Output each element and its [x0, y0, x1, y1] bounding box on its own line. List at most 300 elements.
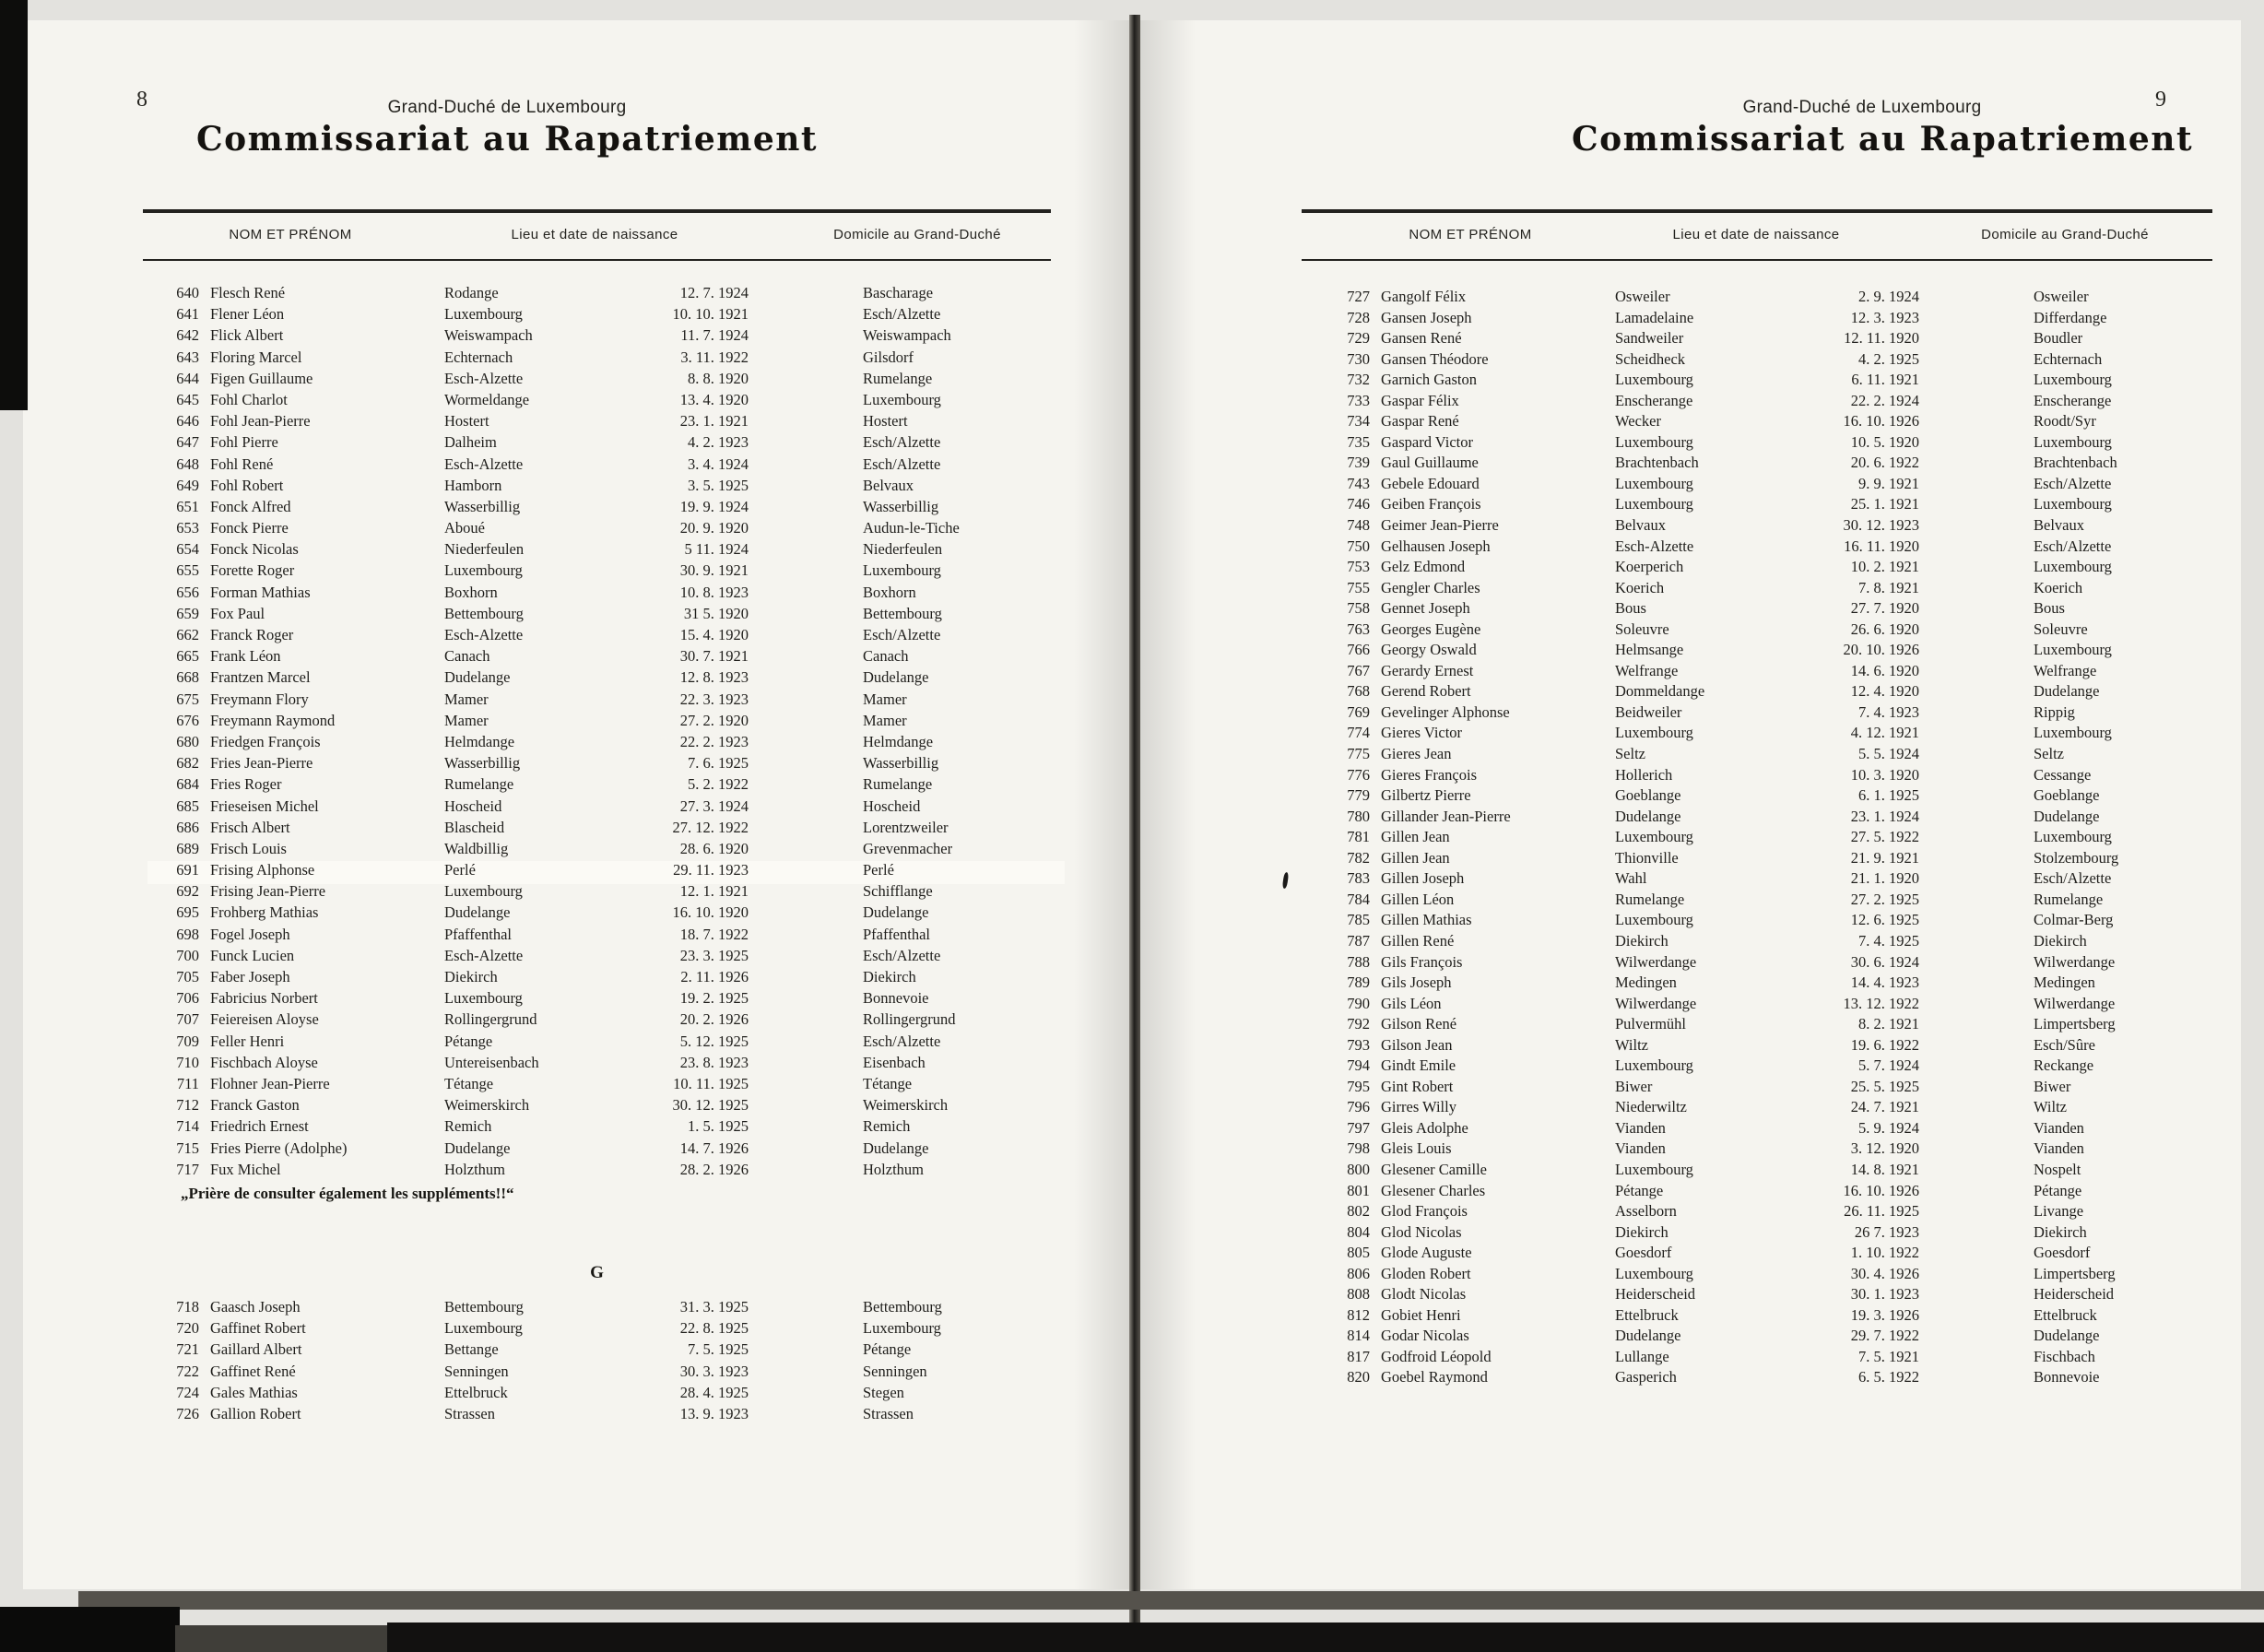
cell-num: 753	[1347, 558, 1370, 576]
cell-dom: Pétange	[2034, 1181, 2082, 1199]
cell-date: 18. 7. 1922	[679, 925, 749, 943]
table-row	[1326, 1161, 2229, 1182]
table-row	[1326, 371, 2229, 392]
cell-place: Helmdange	[444, 732, 515, 750]
cell-date: 25. 5. 1925	[1850, 1077, 1919, 1095]
cell-num: 644	[176, 369, 199, 387]
cell-place: Luxembourg	[1615, 1160, 1693, 1178]
cell-name: Glesener Camille	[1381, 1160, 1488, 1178]
table-row	[1326, 599, 2229, 620]
cell-num: 797	[1347, 1118, 1370, 1137]
cell-num: 680	[176, 732, 199, 750]
cell-name: Faber Joseph	[210, 968, 290, 985]
cell-name: Gaillard Albert	[210, 1340, 302, 1359]
table-row	[1326, 766, 2229, 787]
cell-place: Helmsange	[1615, 641, 1684, 659]
table-row	[1326, 932, 2229, 953]
cell-name: Frieseisen Michel	[210, 796, 319, 815]
table-row	[1326, 1327, 2229, 1348]
cell-num: 722	[176, 1362, 199, 1380]
cell-date: 12. 7. 1924	[679, 284, 749, 301]
cell-name: Garnich Gaston	[1381, 371, 1478, 389]
cell-name: Feller Henri	[210, 1032, 285, 1050]
cell-date: 7. 4. 1925	[1858, 931, 1919, 950]
table-row	[155, 647, 1067, 668]
cell-dom: Gilsdorf	[863, 348, 914, 366]
page-title-right: Commissariat au Rapatriement	[1572, 120, 2194, 159]
cell-name: Fux Michel	[210, 1160, 281, 1178]
cell-dom: Goesdorf	[2034, 1244, 2091, 1262]
cell-dom: Enscherange	[2034, 391, 2112, 409]
cell-place: Strassen	[444, 1404, 495, 1422]
cell-name: Gieres Victor	[1381, 724, 1463, 742]
cell-dom: Grevenmacher	[863, 839, 953, 857]
cell-num: 758	[1347, 599, 1370, 618]
cell-date: 5. 9. 1924	[1858, 1118, 1919, 1137]
cell-date: 27. 3. 1924	[679, 796, 749, 815]
table-body-right	[1326, 288, 2229, 1389]
table-row	[155, 1010, 1067, 1032]
cell-num: 780	[1347, 807, 1370, 825]
cell-place: Goesdorf	[1615, 1244, 1672, 1262]
cell-date: 10. 5. 1920	[1850, 432, 1919, 451]
cell-dom: Bettembourg	[863, 1298, 942, 1316]
cell-num: 776	[1347, 765, 1370, 784]
table-row	[1326, 1119, 2229, 1140]
cell-dom: Weiswampach	[863, 326, 951, 345]
cell-dom: Dudelange	[863, 1139, 929, 1157]
table-row	[1326, 392, 2229, 413]
cell-place: Dudelange	[1615, 1327, 1681, 1345]
cell-name: Fohl Jean-Pierre	[210, 412, 311, 431]
cell-num: 734	[1347, 412, 1370, 431]
table-row	[1326, 454, 2229, 475]
cell-name: Glesener Charles	[1381, 1181, 1486, 1199]
cell-name: Fabricius Norbert	[210, 989, 318, 1008]
cell-name: Gloden Robert	[1381, 1264, 1471, 1282]
cell-dom: Dudelange	[2034, 682, 2100, 701]
cell-num: 727	[1347, 288, 1370, 305]
cell-dom: Belvaux	[2034, 516, 2084, 535]
cell-place: Niederwiltz	[1615, 1098, 1687, 1116]
cell-num: 649	[176, 476, 199, 494]
cell-dom: Esch/Alzette	[863, 946, 941, 964]
cell-place: Luxembourg	[444, 305, 523, 324]
cell-dom: Luxembourg	[2034, 371, 2112, 389]
cell-place: Untereisenbach	[444, 1053, 539, 1071]
cell-place: Dalheim	[444, 433, 497, 452]
cell-num: 812	[1347, 1305, 1370, 1324]
cell-place: Pétange	[1615, 1181, 1664, 1199]
cell-dom: Pfaffenthal	[863, 925, 931, 943]
scan-artifact-bottom-gray-band	[78, 1591, 2264, 1610]
cell-num: 721	[176, 1340, 199, 1359]
cell-date: 7. 8. 1921	[1858, 578, 1919, 596]
table-row	[155, 412, 1067, 433]
cell-date: 13. 9. 1923	[679, 1404, 749, 1422]
cell-date: 12. 1. 1921	[679, 882, 749, 901]
table-row	[155, 305, 1067, 326]
cell-date: 3. 12. 1920	[1850, 1139, 1919, 1158]
cell-date: 28. 2. 1926	[679, 1160, 749, 1178]
table-row	[155, 989, 1067, 1010]
cell-name: Gillen Jean	[1381, 848, 1450, 867]
cell-dom: Schifflange	[863, 882, 933, 901]
table-row	[1326, 995, 2229, 1016]
cell-date: 10. 2. 1921	[1850, 558, 1919, 576]
cell-name: Gils Léon	[1381, 994, 1442, 1012]
cell-dom: Goeblange	[2034, 786, 2100, 805]
cell-name: Gillander Jean-Pierre	[1381, 807, 1511, 825]
cell-date: 16. 10. 1920	[672, 903, 749, 922]
cell-date: 1. 5. 1925	[688, 1117, 749, 1136]
cell-name: Gaffinet Robert	[210, 1319, 306, 1338]
supplement-note: „Prière de consulter également les suppléments!!“	[181, 1185, 514, 1202]
table-row	[155, 326, 1067, 348]
cell-num: 712	[176, 1096, 199, 1115]
cell-date: 28. 6. 1920	[679, 839, 749, 857]
cell-num: 645	[176, 390, 199, 408]
scan-artifact-bottom-left-black	[0, 1607, 180, 1652]
table-row	[1326, 288, 2229, 309]
table-row	[1326, 849, 2229, 870]
cell-place: Tétange	[444, 1074, 494, 1092]
cell-name: Gaspar Félix	[1381, 391, 1459, 409]
cell-dom: Tétange	[863, 1074, 913, 1092]
cell-name: Gaspar René	[1381, 412, 1459, 431]
cell-dom: Cessange	[2034, 765, 2092, 784]
cell-name: Frantzen Marcel	[210, 668, 311, 687]
cell-place: Weimerskirch	[444, 1096, 530, 1115]
cell-name: Gelz Edmond	[1381, 558, 1466, 576]
cell-dom: Colmar-Berg	[2034, 911, 2114, 929]
cell-place: Thionville	[1615, 848, 1679, 867]
cell-dom: Strassen	[863, 1404, 914, 1422]
cell-date: 12. 6. 1925	[1850, 911, 1919, 929]
cell-place: Diekirch	[1615, 931, 1669, 950]
cell-place: Hoscheid	[444, 796, 502, 815]
cell-name: Gebele Edouard	[1381, 474, 1480, 492]
cell-date: 13. 4. 1920	[679, 390, 749, 408]
cell-place: Boxhorn	[444, 583, 498, 601]
cell-dom: Luxembourg	[2034, 641, 2112, 659]
cell-dom: Bonnevoie	[863, 989, 929, 1008]
table-row	[1326, 745, 2229, 766]
cell-date: 29. 11. 1923	[673, 861, 749, 879]
cell-dom: Roodt/Syr	[2034, 412, 2096, 431]
cell-date: 23. 8. 1923	[679, 1053, 749, 1071]
cell-date: 19. 9. 1924	[679, 497, 749, 515]
cell-dom: Luxembourg	[863, 1319, 941, 1338]
table-row	[155, 1384, 1067, 1405]
cell-place: Belvaux	[1615, 516, 1666, 535]
cell-name: Gallion Robert	[210, 1404, 301, 1422]
cell-dom: Stegen	[863, 1383, 904, 1401]
table-row	[1326, 412, 2229, 433]
cell-place: Dudelange	[444, 668, 511, 687]
table-row	[155, 797, 1067, 819]
table-row	[1326, 1098, 2229, 1119]
page-kicker-left: Grand-Duché de Luxembourg	[387, 98, 627, 117]
table-row	[155, 1319, 1067, 1340]
cell-date: 27. 12. 1922	[672, 818, 749, 836]
cell-dom: Lorentzweiler	[863, 818, 949, 836]
table-row	[1326, 495, 2229, 516]
cell-dom: Hoscheid	[863, 796, 921, 815]
column-header-domicile-right: Domicile au Grand-Duché	[1981, 227, 2149, 242]
cell-name: Fonck Alfred	[210, 497, 291, 515]
table-row	[155, 968, 1067, 989]
cell-place: Senningen	[444, 1362, 509, 1380]
cell-num: 711	[176, 1074, 199, 1092]
cell-num: 700	[176, 946, 199, 964]
cell-dom: Perlé	[863, 861, 894, 879]
cell-num: 689	[176, 839, 199, 857]
cell-place: Luxembourg	[444, 561, 523, 580]
cell-place: Gasperich	[1615, 1368, 1677, 1386]
cell-num: 640	[176, 284, 199, 301]
cell-dom: Wasserbillig	[863, 497, 939, 515]
cell-dom: Bettembourg	[863, 604, 942, 622]
cell-name: Frising Alphonse	[210, 861, 315, 879]
cell-name: Godfroid Léopold	[1381, 1347, 1492, 1365]
table-row	[1326, 1348, 2229, 1369]
cell-name: Gieres François	[1381, 765, 1478, 784]
cell-num: 750	[1347, 537, 1370, 555]
table-row	[1326, 682, 2229, 703]
cell-num: 685	[176, 796, 199, 815]
cell-date: 30. 7. 1921	[679, 647, 749, 666]
cell-place: Esch-Alzette	[444, 946, 524, 964]
cell-dom: Boxhorn	[863, 583, 916, 601]
cell-date: 30. 6. 1924	[1850, 952, 1919, 971]
cell-name: Funck Lucien	[210, 946, 295, 964]
cell-name: Gansen Théodore	[1381, 349, 1489, 368]
cell-name: Gangolf Félix	[1381, 288, 1467, 305]
cell-name: Fonck Nicolas	[210, 540, 299, 559]
cell-dom: Esch/Alzette	[863, 454, 941, 473]
cell-name: Fohl Pierre	[210, 433, 278, 452]
cell-name: Geiben François	[1381, 495, 1481, 513]
table-row	[155, 498, 1067, 519]
cell-num: 651	[176, 497, 199, 515]
cell-name: Gaffinet René	[210, 1362, 296, 1380]
cell-dom: Medingen	[2034, 974, 2095, 992]
cell-date: 31 5. 1920	[683, 604, 749, 622]
cell-name: Gieres Jean	[1381, 745, 1452, 763]
cell-num: 686	[176, 818, 199, 836]
cell-date: 10. 11. 1925	[673, 1074, 749, 1092]
cell-date: 14. 4. 1923	[1850, 974, 1919, 992]
cell-dom: Rumelange	[863, 369, 933, 387]
cell-name: Friedrich Ernest	[210, 1117, 309, 1136]
cell-num: 802	[1347, 1202, 1370, 1221]
cell-place: Luxembourg	[1615, 1264, 1693, 1282]
cell-name: Gaasch Joseph	[210, 1298, 301, 1316]
cell-dom: Wilwerdange	[2034, 952, 2116, 971]
cell-num: 746	[1347, 495, 1370, 513]
cell-num: 784	[1347, 890, 1370, 908]
cell-name: Gengler Charles	[1381, 578, 1480, 596]
cell-dom: Pétange	[863, 1340, 912, 1359]
table-row	[1326, 1202, 2229, 1223]
table-row	[155, 1363, 1067, 1384]
cell-dom: Vianden	[2034, 1118, 2084, 1137]
table-row	[155, 775, 1067, 796]
cell-place: Dudelange	[444, 1139, 511, 1157]
cell-date: 21. 1. 1920	[1850, 869, 1919, 888]
table-row	[1326, 516, 2229, 537]
cell-name: Gint Robert	[1381, 1077, 1454, 1095]
cell-dom: Limpertsberg	[2034, 1015, 2116, 1033]
cell-place: Wahl	[1615, 869, 1647, 888]
cell-num: 705	[176, 968, 199, 985]
cell-dom: Vianden	[2034, 1139, 2084, 1158]
table-row	[155, 840, 1067, 861]
table-row	[155, 1096, 1067, 1117]
table-row	[1326, 350, 2229, 372]
cell-place: Canach	[444, 647, 490, 666]
cell-date: 30. 12. 1925	[672, 1096, 749, 1115]
cell-name: Fries Jean-Pierre	[210, 754, 313, 773]
cell-num: 806	[1347, 1264, 1370, 1282]
cell-dom: Koerich	[2034, 578, 2083, 596]
scan-artifact-bottom-mid-band	[175, 1625, 392, 1652]
cell-dom: Eisenbach	[863, 1053, 926, 1071]
cell-date: 21. 9. 1921	[1850, 848, 1919, 867]
cell-num: 805	[1347, 1244, 1370, 1262]
cell-place: Vianden	[1615, 1139, 1666, 1158]
cell-date: 11. 7. 1924	[680, 326, 749, 345]
cell-place: Bettange	[444, 1340, 499, 1359]
table-row	[1326, 1265, 2229, 1286]
cell-name: Fox Paul	[210, 604, 265, 622]
cell-dom: Wiltz	[2034, 1098, 2067, 1116]
header-rule-thick-left	[143, 209, 1051, 213]
cell-place: Dudelange	[1615, 807, 1681, 825]
cell-name: Fogel Joseph	[210, 925, 290, 943]
cell-date: 7. 6. 1925	[688, 754, 749, 773]
cell-num: 779	[1347, 786, 1370, 805]
cell-date: 7. 5. 1921	[1858, 1347, 1919, 1365]
cell-date: 6. 11. 1921	[1851, 371, 1919, 389]
cell-dom: Diekirch	[863, 968, 916, 985]
cell-place: Pétange	[444, 1032, 493, 1050]
cell-num: 817	[1347, 1347, 1370, 1365]
cell-date: 26. 11. 1925	[1844, 1202, 1919, 1221]
column-header-name-left: NOM ET PRÉNOM	[229, 227, 352, 242]
cell-num: 714	[176, 1117, 199, 1136]
cell-num: 785	[1347, 911, 1370, 929]
cell-dom: Differdange	[2034, 308, 2107, 326]
cell-place: Ettelbruck	[444, 1383, 508, 1401]
header-rule-thick-right	[1302, 209, 2212, 213]
cell-dom: Mamer	[863, 711, 907, 729]
cell-num: 820	[1347, 1368, 1370, 1386]
table-row	[155, 370, 1067, 391]
cell-place: Lamadelaine	[1615, 308, 1694, 326]
cell-date: 3. 4. 1924	[688, 454, 749, 473]
cell-place: Wasserbillig	[444, 497, 521, 515]
cell-num: 675	[176, 690, 199, 708]
table-row	[1326, 911, 2229, 932]
cell-dom: Esch/Alzette	[863, 626, 941, 643]
cell-name: Goebel Raymond	[1381, 1368, 1488, 1386]
cell-place: Weiswampach	[444, 326, 533, 345]
cell-name: Gansen Joseph	[1381, 308, 1472, 326]
table-row	[155, 348, 1067, 370]
cell-dom: Niederfeulen	[863, 540, 943, 559]
cell-date: 5. 5. 1924	[1858, 745, 1919, 763]
cell-dom: Stolzembourg	[2034, 848, 2119, 867]
cell-place: Wasserbillig	[444, 754, 521, 773]
cell-name: Gilson Jean	[1381, 1035, 1453, 1054]
table-row	[1326, 558, 2229, 579]
cell-date: 27. 2. 1925	[1850, 890, 1919, 908]
cell-num: 724	[176, 1383, 199, 1401]
cell-dom: Biwer	[2034, 1077, 2071, 1095]
cell-dom: Luxembourg	[2034, 828, 2112, 846]
cell-num: 695	[176, 903, 199, 922]
cell-num: 718	[176, 1298, 199, 1316]
column-header-birth-right: Lieu et date de naissance	[1672, 227, 1840, 242]
cell-place: Blascheid	[444, 818, 505, 836]
cell-num: 641	[176, 305, 199, 324]
cell-num: 763	[1347, 620, 1370, 638]
cell-date: 20. 2. 1926	[679, 1010, 749, 1029]
cell-num: 783	[1347, 869, 1370, 888]
table-row	[155, 712, 1067, 733]
table-row	[1326, 953, 2229, 974]
cell-place: Mamer	[444, 711, 489, 729]
cell-num: 720	[176, 1319, 199, 1338]
cell-dom: Heiderscheid	[2034, 1285, 2115, 1304]
cell-name: Gleis Adolphe	[1381, 1118, 1468, 1137]
table-row	[1326, 309, 2229, 330]
cell-name: Gerend Robert	[1381, 682, 1471, 701]
header-rule-thin-left	[143, 259, 1051, 261]
cell-date: 23. 1. 1921	[679, 412, 749, 431]
cell-date: 4. 2. 1925	[1858, 349, 1919, 368]
cell-num: 743	[1347, 474, 1370, 492]
table-row	[155, 690, 1067, 712]
cell-dom: Bonnevoie	[2034, 1368, 2100, 1386]
cell-num: 654	[176, 540, 199, 559]
table-row	[1326, 1015, 2229, 1036]
cell-place: Koerich	[1615, 578, 1665, 596]
cell-name: Gaspard Victor	[1381, 432, 1473, 451]
cell-date: 16. 10. 1926	[1843, 1181, 1919, 1199]
cell-name: Freymann Raymond	[210, 711, 336, 729]
cell-dom: Luxembourg	[2034, 432, 2112, 451]
table-row	[1326, 974, 2229, 995]
cell-date: 27. 5. 1922	[1850, 828, 1919, 846]
cell-name: Frising Jean-Pierre	[210, 882, 326, 901]
cell-place: Soleuvre	[1615, 620, 1669, 638]
cell-num: 655	[176, 561, 199, 580]
cell-place: Luxembourg	[1615, 828, 1693, 846]
cell-dom: Reckange	[2034, 1056, 2094, 1075]
cell-dom: Echternach	[2034, 349, 2103, 368]
cell-dom: Luxembourg	[2034, 495, 2112, 513]
cell-name: Frohberg Mathias	[210, 903, 319, 922]
cell-date: 26. 6. 1920	[1850, 620, 1919, 638]
table-row	[155, 455, 1067, 477]
cell-place: Luxembourg	[1615, 1056, 1693, 1075]
page-number-right: 9	[2155, 88, 2166, 112]
scan-artifact-bottom-black-band	[387, 1622, 2264, 1652]
cell-dom: Dudelange	[863, 903, 929, 922]
